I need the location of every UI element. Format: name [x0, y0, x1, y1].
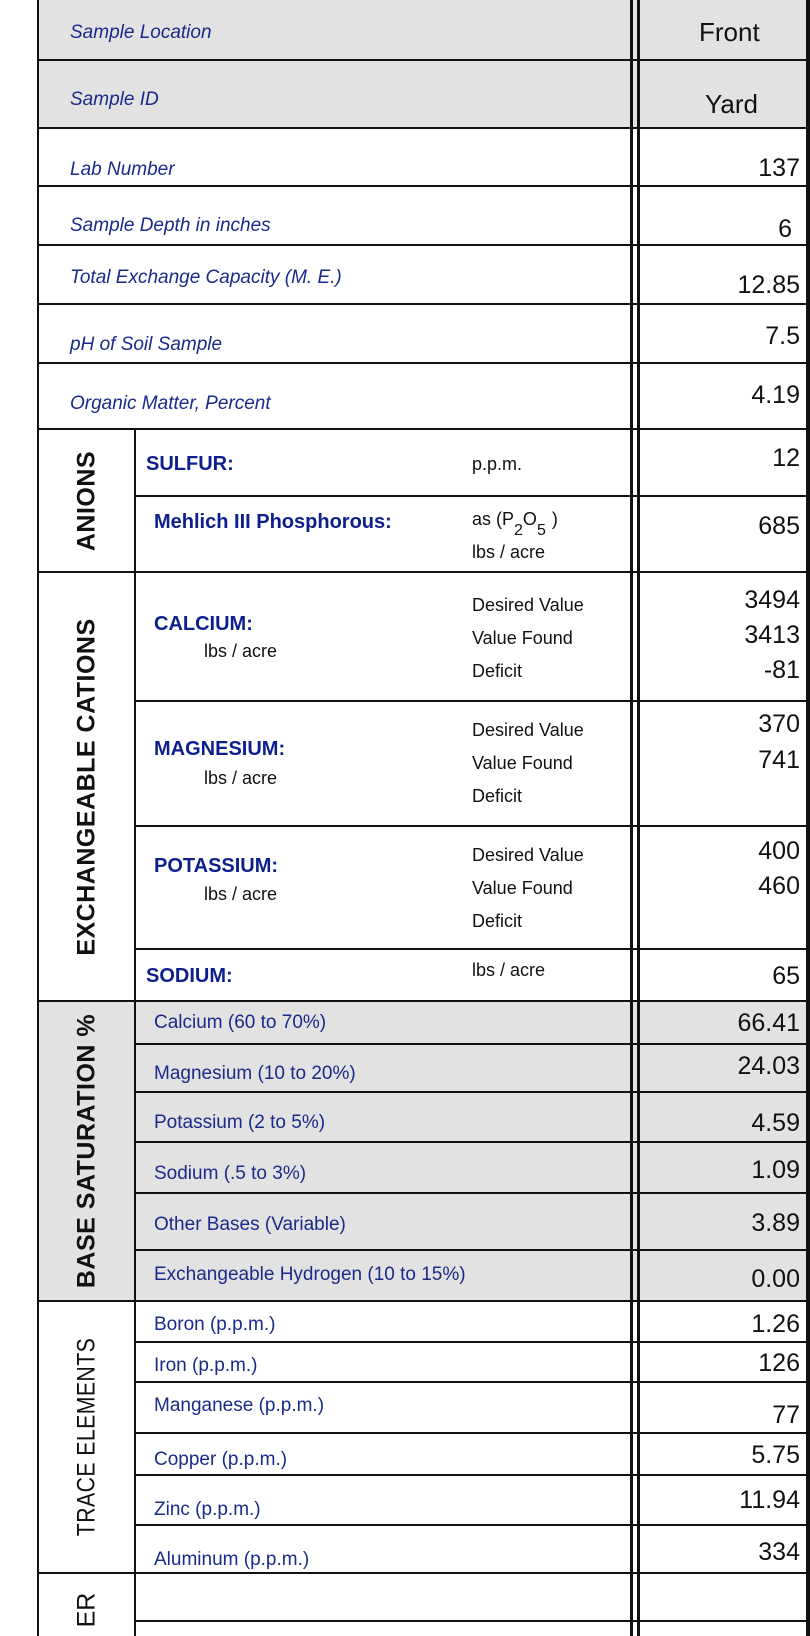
trace-label-zinc: Zinc (p.p.m.) [154, 1499, 261, 1520]
section-trace-title: TRACE ELEMENTS [72, 1337, 100, 1537]
value-column-divider-1 [630, 0, 633, 1636]
label-sulfur: SULFUR: [146, 453, 234, 475]
section-anions [39, 430, 136, 573]
value-sodium: 65 [772, 962, 800, 990]
trace-row-zinc [136, 1476, 810, 1526]
row-sample-id [39, 61, 810, 129]
calcium-found-value: 3413 [744, 621, 800, 649]
row-lab-number [39, 129, 810, 187]
calcium-deficit-value: -81 [763, 656, 800, 684]
trace-label-manganese: Manganese (p.p.m.) [154, 1395, 325, 1416]
potassium-found-value: 460 [758, 872, 800, 900]
bs-value-sodium: 1.09 [751, 1156, 800, 1184]
value-ph: 7.5 [765, 322, 800, 350]
trace-label-iron: Iron (p.p.m.) [154, 1355, 258, 1376]
trace-label-boron: Boron (p.p.m.) [154, 1314, 276, 1335]
magnesium-desired-value: 370 [758, 710, 800, 738]
row-sodium [136, 950, 810, 1002]
label-magnesium: MAGNESIUM: [154, 738, 286, 760]
trace-row-boron [136, 1302, 810, 1343]
trace-row-iron [136, 1343, 810, 1383]
unit-potassium: lbs / acre [204, 884, 278, 904]
section-cations [39, 573, 136, 1002]
label-sodium: SODIUM: [146, 965, 233, 987]
potassium-deficit-label: Deficit [472, 911, 523, 931]
row-phosphorous [136, 497, 810, 573]
trace-row-copper [136, 1434, 810, 1476]
row-potassium [136, 827, 810, 950]
trace-value-zinc: 11.94 [739, 1486, 800, 1514]
magnesium-desired-label: Desired Value [472, 720, 584, 740]
unit-phosphorous-prefix: as (P [472, 509, 515, 529]
other-row-line [136, 1620, 810, 1622]
bs-label-calcium: Calcium (60 to 70%) [154, 1012, 327, 1033]
label-ph: pH of Soil Sample [70, 334, 223, 355]
unit-phosphorous-close: ) [551, 509, 558, 529]
potassium-desired-label: Desired Value [472, 845, 584, 865]
row-sulfur [136, 430, 810, 497]
value-exchange-capacity: 12.85 [737, 271, 800, 299]
potassium-found-label: Value Found [472, 878, 573, 898]
bs-row-hydrogen [136, 1251, 810, 1302]
trace-value-manganese: 77 [772, 1401, 800, 1429]
label-calcium: CALCIUM: [154, 613, 253, 635]
magnesium-deficit-label: Deficit [472, 786, 523, 806]
label-sample-id: Sample ID [70, 89, 159, 110]
label-phosphorous: Mehlich III Phosphorous: [154, 511, 392, 533]
trace-value-copper: 5.75 [751, 1441, 800, 1469]
label-sample-location: Sample Location [70, 22, 212, 43]
bs-row-calcium [136, 1002, 810, 1045]
section-cations-title: EXCHANGEABLE CATIONS [72, 617, 100, 956]
label-lab-number: Lab Number [70, 159, 175, 180]
unit-phosphorous-o: O [522, 509, 537, 529]
potassium-desired-value: 400 [758, 837, 800, 865]
trace-value-boron: 1.26 [751, 1310, 800, 1338]
row-calcium [136, 573, 810, 702]
bs-label-magnesium: Magnesium (10 to 20%) [154, 1063, 356, 1084]
section-anions-title: ANIONS [72, 450, 100, 551]
value-lab-number: 137 [758, 154, 800, 182]
label-sample-depth: Sample Depth in inches [70, 215, 271, 236]
magnesium-found-value: 741 [758, 746, 800, 774]
calcium-desired-value: 3494 [744, 586, 800, 614]
bs-label-other-bases: Other Bases (Variable) [154, 1214, 346, 1235]
unit-sodium: lbs / acre [472, 960, 546, 980]
label-organic-matter: Organic Matter, Percent [70, 393, 271, 414]
row-organic-matter [39, 364, 810, 430]
bs-row-other-bases [136, 1194, 810, 1251]
calcium-deficit-label: Deficit [472, 661, 523, 681]
calcium-desired-label: Desired Value [472, 595, 584, 615]
unit-phosphorous-sub5: 5 [536, 522, 546, 539]
section-trace-elements [39, 1302, 136, 1574]
label-potassium: POTASSIUM: [154, 855, 279, 877]
unit-phosphorous-sub2: 2 [514, 522, 523, 539]
value-phosphorous: 685 [758, 512, 800, 540]
calcium-found-label: Value Found [472, 628, 573, 648]
value-sulfur: 12 [772, 444, 800, 472]
row-ph [39, 305, 810, 364]
bs-label-potassium: Potassium (2 to 5%) [154, 1112, 326, 1133]
bs-label-hydrogen: Exchangeable Hydrogen (10 to 15%) [154, 1264, 466, 1285]
bs-value-calcium: 66.41 [737, 1009, 800, 1037]
bs-row-sodium [136, 1143, 810, 1194]
unit-phosphorous [472, 509, 558, 539]
bs-value-other-bases: 3.89 [751, 1209, 800, 1237]
section-other-partial [39, 1574, 136, 1636]
row-magnesium [136, 702, 810, 827]
magnesium-found-label: Value Found [472, 753, 573, 773]
trace-value-iron: 126 [758, 1349, 800, 1377]
trace-row-aluminum [136, 1526, 810, 1574]
section-base-saturation-title: BASE SATURATION % [72, 1013, 100, 1289]
row-exchange-capacity [39, 246, 810, 305]
row-sample-location [39, 0, 810, 61]
trace-value-aluminum: 334 [758, 1538, 800, 1566]
value-column-divider-2 [637, 0, 640, 1636]
trace-row-manganese [136, 1383, 810, 1434]
value-sample-depth: 6 [778, 215, 792, 243]
section-base-saturation [39, 1002, 136, 1302]
bs-value-potassium: 4.59 [751, 1109, 800, 1137]
value-sample-id: Yard [705, 89, 758, 119]
label-exchange-capacity: Total Exchange Capacity (M. E.) [70, 267, 342, 288]
unit-phosphorous-lbs: lbs / acre [472, 542, 546, 562]
unit-calcium: lbs / acre [204, 641, 278, 661]
unit-magnesium: lbs / acre [204, 768, 278, 788]
table-left-border [37, 0, 39, 1636]
value-sample-location: Front [699, 17, 760, 47]
bs-value-hydrogen: 0.00 [751, 1265, 800, 1293]
row-sample-depth [39, 187, 810, 246]
bs-row-magnesium [136, 1045, 810, 1093]
bs-row-potassium [136, 1093, 810, 1143]
value-organic-matter: 4.19 [751, 381, 800, 409]
trace-label-copper: Copper (p.p.m.) [154, 1449, 288, 1470]
section-other-title: ER [72, 1592, 100, 1628]
bs-value-magnesium: 24.03 [737, 1052, 800, 1080]
table-right-border [806, 0, 810, 1636]
unit-sulfur: p.p.m. [472, 454, 523, 474]
bs-label-sodium: Sodium (.5 to 3%) [154, 1163, 307, 1184]
trace-label-aluminum: Aluminum (p.p.m.) [154, 1549, 310, 1570]
